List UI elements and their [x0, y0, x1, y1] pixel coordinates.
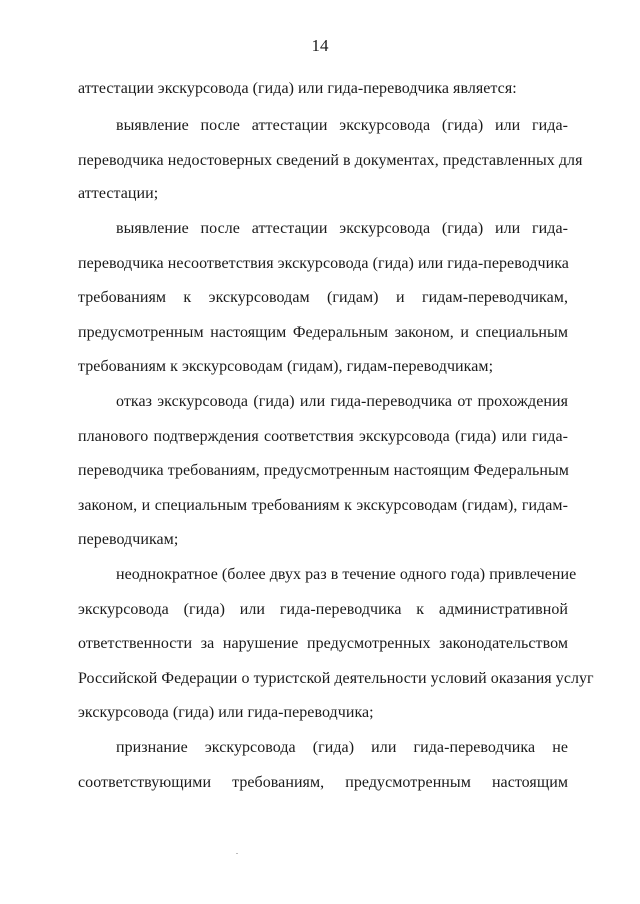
text-line: переводчика недостоверных сведений в документах, представленных для	[78, 152, 583, 169]
text-line: соответствующими требованиям, предусмотренным настоящим	[78, 774, 568, 791]
text-line: требованиям к экскурсоводам (гидам) и гидам-переводчикам,	[78, 289, 568, 306]
text-line: признание экскурсовода (гида) или гида-переводчика не	[116, 739, 568, 756]
text-line: предусмотренным настоящим Федеральным законом, и специальным	[78, 324, 568, 341]
text-line: экскурсовода (гида) или гида-переводчика;	[78, 704, 374, 721]
text-line: аттестации экскурсовода (гида) или гида-переводчика является:	[78, 80, 517, 97]
page-number: 14	[311, 36, 329, 55]
scan-speck	[236, 853, 238, 854]
text-line: экскурсовода (гида) или гида-переводчика к административной	[78, 601, 568, 618]
text-line: неоднократное (более двух раз в течение одного года) привлечение	[116, 566, 577, 583]
text-line: переводчикам;	[78, 531, 179, 548]
text-line: выявление после аттестации экскурсовода (гида) или гида-	[116, 220, 568, 237]
text-line: переводчика требованиям, предусмотренным настоящим Федеральным	[78, 462, 569, 479]
text-line: выявление после аттестации экскурсовода (гида) или гида-	[116, 117, 568, 134]
text-line: аттестации;	[78, 185, 159, 202]
text-line: планового подтверждения соответствия экскурсовода (гида) или гида-	[78, 428, 568, 445]
text-line: требованиям к экскурсоводам (гидам), гидам-переводчикам;	[78, 358, 494, 375]
text-line: ответственности за нарушение предусмотренных законодательством	[78, 635, 568, 652]
text-line: Российской Федерации о туристской деятельности условий оказания услуг	[78, 670, 594, 687]
text-line: законом, и специальным требованиям к экскурсоводам (гидам), гидам-	[78, 497, 568, 514]
text-line: отказ экскурсовода (гида) или гида-переводчика от прохождения	[116, 393, 568, 410]
text-line: переводчика несоответствия экскурсовода (гида) или гида-переводчика	[78, 255, 569, 272]
